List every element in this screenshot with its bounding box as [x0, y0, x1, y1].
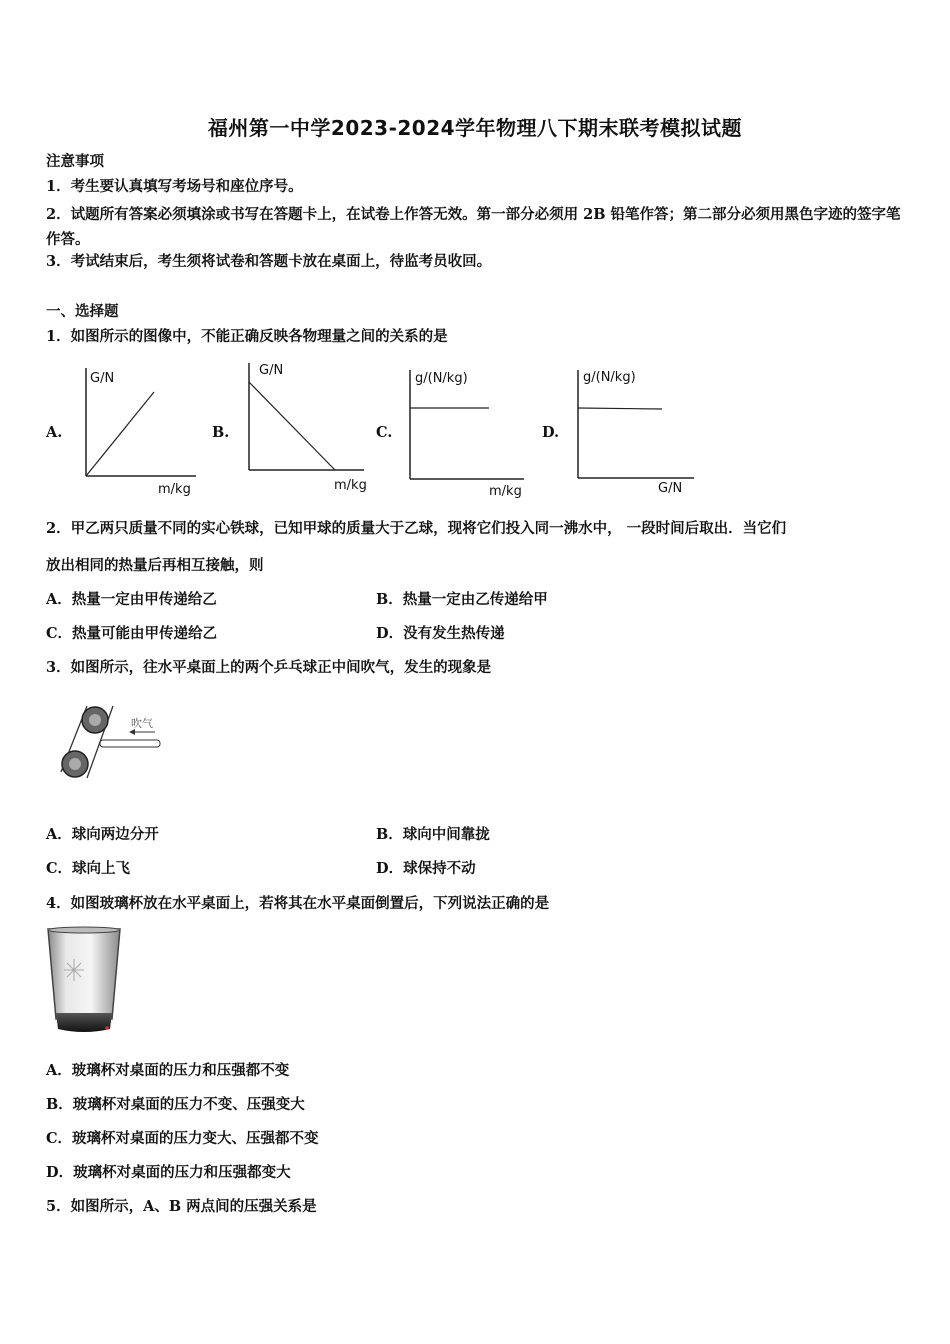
q1-stem: 1．如图所示的图像中，不能正确反映各物理量之间的关系的是 — [46, 328, 448, 345]
glass-body — [48, 929, 120, 1019]
q3-option-d: D．球保持不动 — [376, 860, 476, 877]
q2-option-b: B．热量一定由乙传递给甲 — [376, 591, 548, 608]
q4-option-b: B．玻璃杯对桌面的压力不变、压强变大 — [46, 1096, 305, 1113]
x-axis-label: m/kg — [489, 484, 522, 499]
q1-graph-a — [70, 360, 200, 500]
q1-option-c: C. — [376, 424, 393, 441]
y-axis-label: g/(N/kg) — [583, 370, 636, 385]
notice-item-3: 3．考试结束后，考生须将试卷和答题卡放在桌面上，待监考员收回。 — [46, 253, 492, 270]
x-axis-label: m/kg — [158, 482, 191, 497]
q1-option-b: B. — [212, 424, 230, 441]
notice-heading: 注意事项 — [46, 153, 104, 170]
y-axis-label: G/N — [259, 363, 284, 378]
q3-option-c: C．球向上飞 — [46, 860, 131, 877]
straw — [100, 740, 160, 747]
q5-stem: 5．如图所示，A、B 两点间的压强关系是 — [46, 1198, 317, 1215]
q2-stem-line2: 放出相同的热量后再相互接触，则 — [46, 557, 264, 574]
glass-base — [56, 1013, 112, 1032]
graph-line — [249, 382, 335, 470]
y-axis-label: g/(N/kg) — [415, 371, 468, 386]
q4-option-c: C．玻璃杯对桌面的压力变大、压强都不变 — [46, 1130, 319, 1147]
glass-rim — [48, 927, 120, 933]
q4-glass-figure — [44, 925, 124, 1037]
glass-reflection — [105, 1026, 109, 1030]
q3-option-b: B．球向中间靠拢 — [376, 826, 490, 843]
q3-option-a: A．球向两边分开 — [46, 826, 159, 843]
y-axis-label: G/N — [90, 371, 115, 386]
page-title: 福州第一中学2023-2024学年物理八下期末联考模拟试题 — [207, 116, 743, 140]
q1-option-d: D. — [542, 424, 560, 441]
q4-option-a: A．玻璃杯对桌面的压力和压强都不变 — [46, 1062, 290, 1079]
q4-option-d: D．玻璃杯对桌面的压力和压强都变大 — [46, 1164, 291, 1181]
ball-highlight — [89, 714, 101, 726]
q2-option-a: A．热量一定由甲传递给乙 — [46, 591, 217, 608]
section-heading: 一、选择题 — [46, 303, 119, 320]
q2-option-d: D．没有发生热传递 — [376, 625, 505, 642]
graph-line — [578, 408, 662, 409]
q1-graph-c — [398, 362, 533, 502]
graph-line — [86, 392, 154, 476]
q3-figure — [55, 700, 170, 785]
ball-highlight — [69, 758, 81, 770]
q1-graph-d — [566, 362, 701, 502]
q3-stem: 3．如图所示，往水平桌面上的两个乒乓球正中间吹气，发生的现象是 — [46, 659, 492, 676]
q1-graph-b — [232, 355, 382, 500]
blow-label: 吹气 — [131, 717, 153, 730]
q1-option-a: A. — [46, 424, 63, 441]
notice-item-2: 2．试题所有答案必须填涂或书写在答题卡上，在试卷上作答无效。第一部分必须用 2B 铅笔作答；第二部分必须用黑色字迹的签字笔作答。 — [46, 206, 901, 248]
x-axis-label: m/kg — [334, 478, 367, 493]
x-axis-label: G/N — [658, 481, 683, 496]
q4-stem: 4．如图玻璃杯放在水平桌面上，若将其在水平桌面倒置后，下列说法正确的是 — [46, 895, 550, 912]
notice-item-1: 1．考生要认真填写考场号和座位序号。 — [46, 178, 303, 195]
q2-option-c: C．热量可能由甲传递给乙 — [46, 625, 218, 642]
q2-stem-line1: 2．甲乙两只质量不同的实心铁球，已知甲球的质量大于乙球，现将它们投入同一沸水中， 一段时间后取出．当它们 — [46, 520, 787, 537]
